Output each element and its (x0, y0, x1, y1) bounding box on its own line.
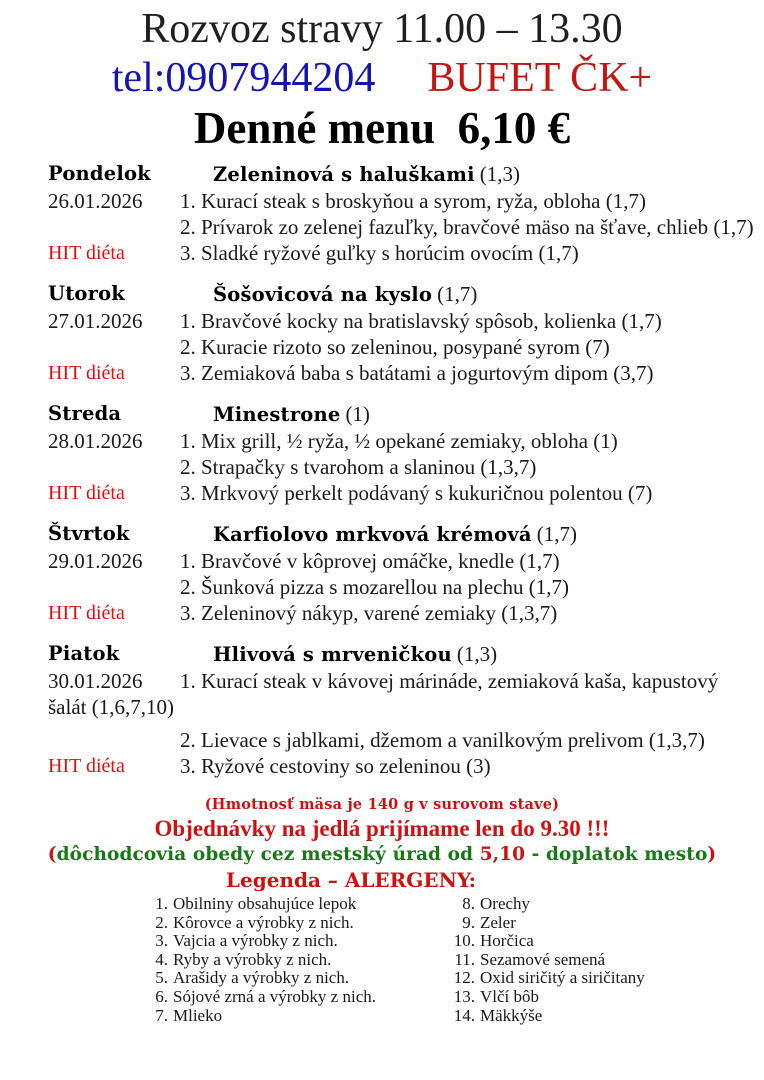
soup-title: Hlivová s mrveničkou (213, 643, 452, 666)
header (0, 0, 764, 154)
item-row-3 (48, 240, 758, 266)
legend-item-number: 8. (462, 894, 475, 913)
hit-diet-label: HIT diéta (48, 602, 125, 624)
pension-note (0, 842, 764, 868)
legend-item-text: Sezamové semená (480, 949, 606, 969)
menu-item: 1. Mix grill, ½ ryža, ½ opekané zemiaky, obloha (1) (180, 429, 618, 453)
item-row-1 (48, 308, 758, 334)
menu-title: Denné menu 6,10 € (193, 103, 571, 153)
hit-diet-label: HIT diéta (48, 482, 125, 504)
legend-item (448, 969, 764, 988)
spacer-cell (48, 574, 180, 600)
day-name: Štvrtok (48, 522, 130, 545)
legend-item-number: 4. (155, 949, 168, 969)
pension-note-segment: 5,10 (479, 844, 526, 865)
day-name: Piatok (48, 642, 120, 665)
legend-item-text: Ryby a výrobky z nich. (173, 949, 332, 969)
legend-item-text: Obilniny obsahujúce lepok (173, 894, 357, 913)
item-row-2 (48, 334, 758, 360)
menu-item: 2. Strapačky s tvarohom a slaninou (1,3,7) (180, 455, 537, 479)
item-row-2 (48, 454, 758, 480)
menu-item: 2. Lievace s jablkami, džemom a vanilkovým prelivom (1,3,7) (180, 728, 705, 752)
legend-item-text: Sójové zrná a výrobky z nich. (173, 986, 376, 1006)
legend-item-number: 1. (155, 894, 168, 913)
legend-item (150, 895, 448, 914)
day-header-row (48, 521, 758, 548)
legend-item-number: 5. (155, 968, 168, 988)
legend-columns (150, 895, 764, 1025)
soup-title: Šošovicová na kyslo (213, 283, 433, 306)
spacer-cell (48, 727, 180, 753)
pension-note-segment: dôchodcovia obedy cez mestský úrad od (56, 844, 480, 865)
daily-menu-list (48, 161, 758, 779)
day-date: 30.01.2026 (48, 669, 143, 693)
item-row-1 (48, 188, 758, 214)
legend-item-number: 14. (453, 1005, 475, 1025)
day-date: 26.01.2026 (48, 189, 143, 213)
legend-item (150, 951, 448, 970)
legend-item (448, 951, 764, 970)
item-row-3 (48, 360, 758, 386)
menu-item: 2. Kuracie rizoto so zeleninou, posypané syrom (7) (180, 335, 610, 359)
footer-notes (0, 794, 764, 1025)
item-row-2 (48, 214, 758, 240)
soup-allergens: (1) (345, 402, 370, 426)
legend-item-number: 6. (155, 986, 168, 1006)
pension-note-segment: ) (707, 844, 717, 865)
item-row-1 (48, 428, 758, 454)
day-header-row (48, 641, 758, 668)
legend-item-text: Zeler (480, 912, 516, 932)
soup-title: Zeleninová s haluškami (213, 163, 475, 186)
menu-item-wrap: šalát (1,6,7,10) (48, 695, 174, 719)
menu-item: 3. Mrkvový perkelt podávaný s kukuričnou polentou (7) (180, 481, 653, 505)
legend-item-number: 12. (453, 968, 475, 988)
pension-note-segment: - doplatok mesto (525, 844, 708, 865)
legend-item-text: Vlčí bôb (480, 986, 540, 1006)
item-row-1 (48, 668, 758, 694)
legend-item-number: 13. (453, 986, 475, 1006)
legend-item (150, 988, 448, 1007)
day-section-2 (48, 281, 758, 386)
soup-row (180, 281, 758, 308)
day-name: Streda (48, 402, 122, 425)
day-name: Utorok (48, 282, 126, 305)
pension-note-segment: ( (47, 844, 57, 865)
soup-allergens: (1,7) (536, 522, 577, 546)
item-row-2 (48, 727, 758, 753)
menu-item: 3. Sladké ryžové guľky s horúcim ovocím (1,7) (180, 241, 579, 265)
legend-item-text: Arašidy a výrobky z nich. (173, 968, 350, 988)
soup-row (180, 161, 758, 188)
weight-note: (Hmotnosť mäsa je 140 g v surovom stave) (204, 796, 560, 813)
item-row-1 (48, 548, 758, 574)
legend-item-number: 11. (454, 949, 475, 969)
legend-item-number: 2. (155, 912, 168, 932)
item-row-3 (48, 600, 758, 626)
legend-left-column (150, 895, 448, 1025)
orders-note: Objednávky na jedlá prijímame len do 9.30 !!! (154, 816, 610, 841)
day-date: 27.01.2026 (48, 309, 143, 333)
legend-item (448, 932, 764, 951)
legend-item (448, 988, 764, 1007)
legend-item (150, 1007, 448, 1026)
soup-allergens: (1,3) (479, 162, 520, 186)
legend-item-number: 10. (453, 931, 475, 951)
legend-item-text: Mäkkýše (480, 1005, 543, 1025)
legend-right-column (448, 895, 764, 1025)
phone-number: tel:0907944204 (111, 55, 376, 101)
spacer-cell (48, 334, 180, 360)
spacer-cell (48, 214, 180, 240)
legend-item (150, 969, 448, 988)
menu-item: 1. Bravčové v kôprovej omáčke, knedle (1,7) (180, 549, 560, 573)
legend-item-number: 3. (155, 931, 168, 951)
menu-item: 3. Zemiaková baba s batátami a jogurtovým dipom (3,7) (180, 361, 654, 385)
legend-item-number: 9. (462, 912, 475, 932)
legend-item-text: Orechy (480, 894, 531, 913)
hit-diet-label: HIT diéta (48, 755, 125, 777)
item-row-2 (48, 574, 758, 600)
menu-item: 1. Kurací steak s broskyňou a syrom, ryža, obloha (1,7) (180, 189, 646, 213)
soup-row (180, 401, 758, 428)
spacer-cell (48, 454, 180, 480)
menu-item: 3. Ryžové cestoviny so zeleninou (3) (180, 754, 491, 778)
soup-title: Minestrone (213, 403, 341, 426)
legend-item (448, 1007, 764, 1026)
legend-item-text: Horčica (480, 931, 534, 951)
day-section-3 (48, 401, 758, 506)
day-section-5 (48, 641, 758, 779)
legend-item-text: Kôrovce a výrobky z nich. (173, 912, 354, 932)
menu-item: 3. Zeleninový nákyp, varené zemiaky (1,3,7) (180, 601, 558, 625)
day-header-row (48, 161, 758, 188)
hit-diet-label: HIT diéta (48, 242, 125, 264)
soup-allergens: (1,7) (437, 282, 478, 306)
soup-row (180, 641, 758, 668)
day-section-4 (48, 521, 758, 626)
buffet-name: BUFET ČK+ (427, 55, 653, 101)
legend-item (448, 895, 764, 914)
day-name: Pondelok (48, 162, 151, 185)
contact-line (0, 54, 764, 102)
menu-item: 1. Bravčové kocky na bratislavský spôsob, kolienka (1,7) (180, 309, 662, 333)
menu-item: 1. Kurací steak v kávovej márináde, zemiaková kaša, kapustový (180, 669, 719, 693)
day-header-row (48, 281, 758, 308)
hit-diet-label: HIT diéta (48, 362, 125, 384)
soup-allergens: (1,3) (456, 642, 498, 666)
soup-row (180, 521, 758, 548)
day-header-row (48, 401, 758, 428)
soup-title: Karfiolovo mrkvová krémová (213, 523, 532, 546)
legend-item-text: Oxid siričitý a siričitany (480, 968, 645, 988)
menu-item: 2. Šunková pizza s mozarellou na plechu (1,7) (180, 575, 569, 599)
legend-item-number: 7. (155, 1005, 168, 1025)
item-row-3 (48, 753, 758, 779)
menu-item: 2. Prívarok zo zelenej fazuľky, bravčové mäso na šťave, chlieb (1,7) (180, 215, 754, 239)
day-date: 28.01.2026 (48, 429, 143, 453)
item-row-3 (48, 480, 758, 506)
legend-item (150, 932, 448, 951)
legend-item (448, 914, 764, 933)
day-date: 29.01.2026 (48, 549, 143, 573)
legend-item (150, 914, 448, 933)
delivery-hours: Rozvoz stravy 11.00 – 13.30 (141, 6, 623, 52)
legend-item-text: Mlieko (173, 1005, 223, 1025)
day-section-1 (48, 161, 758, 266)
legend-item-text: Vajcia a výrobky z nich. (173, 931, 338, 951)
legend-title: Legenda – ALERGENY: (225, 868, 477, 892)
